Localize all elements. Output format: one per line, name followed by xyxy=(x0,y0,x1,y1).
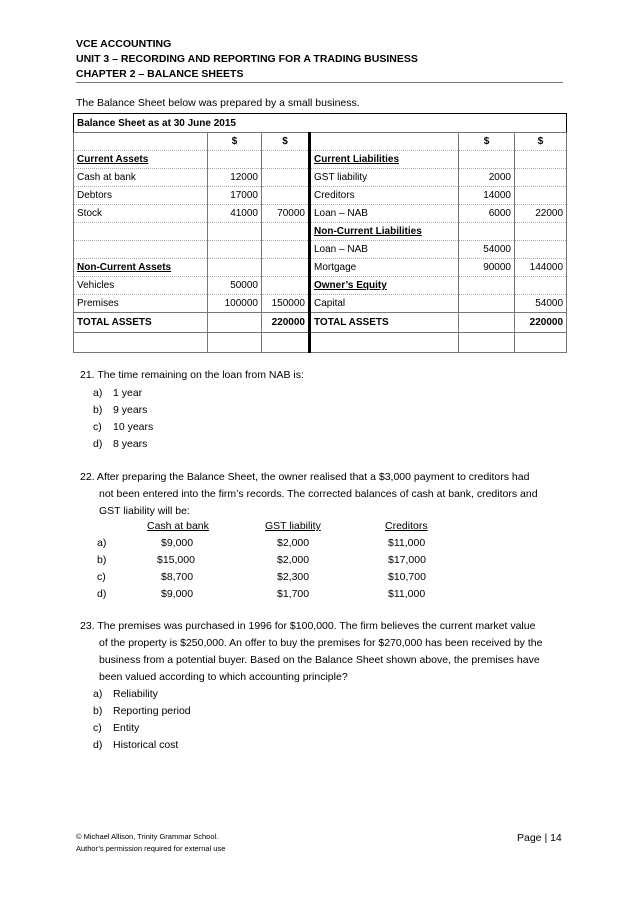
cash-value: $8,700 xyxy=(161,571,194,583)
amount-cell: 14000 xyxy=(459,187,515,205)
table-row xyxy=(74,151,567,169)
answer-grid-row xyxy=(93,537,493,554)
item-label: Premises xyxy=(74,295,208,313)
option xyxy=(93,703,191,720)
option xyxy=(93,402,147,419)
subtotal-cell xyxy=(515,241,567,259)
option xyxy=(93,436,147,453)
table-row xyxy=(74,295,567,313)
amount-cell: 54000 xyxy=(459,241,515,259)
option-letter: b) xyxy=(93,404,103,416)
amount-cell: 41000 xyxy=(208,205,262,223)
option xyxy=(93,385,142,402)
option-text: 9 years xyxy=(113,404,148,416)
amount-cell xyxy=(208,223,262,241)
table-row xyxy=(74,205,567,223)
gst-value: $2,000 xyxy=(277,554,310,566)
table-row xyxy=(74,223,567,241)
option-text: 1 year xyxy=(113,387,143,399)
amount-cell: 12000 xyxy=(208,169,262,187)
option-letter: b) xyxy=(97,554,107,566)
header-rule xyxy=(76,82,563,83)
question-21: 21. The time remaining on the loan from NAB is: xyxy=(80,369,304,381)
total-value: 220000 xyxy=(262,313,310,333)
cash-value: $15,000 xyxy=(157,554,195,566)
total-label: TOTAL ASSETS xyxy=(74,313,208,333)
cash-value: $9,000 xyxy=(161,537,194,549)
option-letter: a) xyxy=(93,688,103,700)
subtotal-cell xyxy=(262,223,310,241)
table-row xyxy=(74,241,567,259)
option-letter: b) xyxy=(93,705,103,717)
subtotal-cell: 144000 xyxy=(515,259,567,277)
col-creditors: Creditors xyxy=(385,520,428,532)
answer-grid-header xyxy=(93,520,493,537)
dollar-header: $ xyxy=(459,133,515,151)
subtotal-cell: 22000 xyxy=(515,205,567,223)
option-letter: a) xyxy=(97,537,107,549)
gst-value: $1,700 xyxy=(277,588,310,600)
item-label: Cash at bank xyxy=(74,169,208,187)
amount-cell xyxy=(208,259,262,277)
question-23-line-4: been valued according to which accounting principle? xyxy=(99,671,348,683)
amount-cell xyxy=(459,223,515,241)
subtotal-cell xyxy=(515,169,567,187)
blank-row xyxy=(74,333,567,353)
item-label: Loan – NAB xyxy=(310,205,459,223)
answer-grid-row xyxy=(93,554,493,571)
question-22-line-1: 22. After preparing the Balance Sheet, the owner realised that a $3,000 payment to creditors had xyxy=(80,471,530,483)
table-row xyxy=(74,277,567,295)
question-22-line-2: not been entered into the firm’s records. The corrected balances of cash at bank, creditors and xyxy=(99,488,538,500)
gst-value: $2,300 xyxy=(277,571,310,583)
subtotal-cell: 150000 xyxy=(262,295,310,313)
option-text: 8 years xyxy=(113,438,148,450)
item-label xyxy=(74,241,208,259)
option xyxy=(93,419,153,436)
amount-cell xyxy=(208,151,262,169)
subtotal-cell xyxy=(262,187,310,205)
option-letter: a) xyxy=(93,387,103,399)
subtotal-cell xyxy=(262,151,310,169)
subtotal-cell xyxy=(262,277,310,295)
amount-cell xyxy=(459,151,515,169)
section-heading: Current Liabilities xyxy=(310,151,459,169)
section-heading: Owner’s Equity xyxy=(310,277,459,295)
option-text: Historical cost xyxy=(113,739,179,751)
subtotal-cell: 70000 xyxy=(262,205,310,223)
answer-grid-row xyxy=(93,571,493,588)
section-heading: Current Assets xyxy=(74,151,208,169)
total-value: 220000 xyxy=(515,313,567,333)
amount-cell: 6000 xyxy=(459,205,515,223)
option-letter: d) xyxy=(93,438,103,450)
item-label: Debtors xyxy=(74,187,208,205)
option-letter: d) xyxy=(93,739,103,751)
subtotal-cell xyxy=(515,223,567,241)
document-header xyxy=(76,37,418,82)
amount-cell: 90000 xyxy=(459,259,515,277)
question-22-line-3: GST liability will be: xyxy=(99,505,190,517)
creditors-value: $17,000 xyxy=(388,554,426,566)
page-number: Page | 14 xyxy=(517,832,562,844)
amount-cell: 50000 xyxy=(208,277,262,295)
total-label: TOTAL ASSETS xyxy=(310,313,459,333)
amount-cell xyxy=(208,241,262,259)
option-text: Reporting period xyxy=(113,705,191,717)
header-line-2: UNIT 3 – RECORDING AND REPORTING FOR A TRADING BUSINESS xyxy=(76,53,418,65)
header-line-1: VCE ACCOUNTING xyxy=(76,38,172,50)
subtotal-cell xyxy=(262,259,310,277)
dollar-header: $ xyxy=(515,133,567,151)
amount-cell: 2000 xyxy=(459,169,515,187)
subtotal-cell xyxy=(515,277,567,295)
answer-grid-row xyxy=(93,588,493,605)
option-letter: d) xyxy=(97,588,107,600)
item-label: Vehicles xyxy=(74,277,208,295)
item-label: Capital xyxy=(310,295,459,313)
currency-header-row xyxy=(74,133,567,151)
creditors-value: $11,000 xyxy=(388,537,426,549)
amount-cell: 100000 xyxy=(208,295,262,313)
option xyxy=(93,686,158,703)
item-label: Mortgage xyxy=(310,259,459,277)
header-line-3: CHAPTER 2 – BALANCE SHEETS xyxy=(76,68,244,80)
item-label: GST liability xyxy=(310,169,459,187)
footer-copyright xyxy=(76,831,225,855)
section-heading: Non-Current Liabilities xyxy=(310,223,459,241)
item-label xyxy=(74,223,208,241)
option-text: Entity xyxy=(113,722,140,734)
question-23-line-1: 23. The premises was purchased in 1996 for $100,000. The firm believes the current market value xyxy=(80,620,536,632)
dollar-header: $ xyxy=(262,133,310,151)
option-letter: c) xyxy=(97,571,106,583)
copyright-text: © Michael Allison, Trinity Grammar School. xyxy=(76,832,219,841)
cash-value: $9,000 xyxy=(161,588,194,600)
permission-text: Author’s permission required for external use xyxy=(76,844,226,853)
balance-sheet-table xyxy=(73,113,567,353)
subtotal-cell xyxy=(262,241,310,259)
option xyxy=(93,720,139,737)
option-text: 10 years xyxy=(113,421,154,433)
amount-cell xyxy=(459,295,515,313)
question-23-line-3: business from a potential buyer. Based on the Balance Sheet shown above, the premises have xyxy=(99,654,540,666)
col-cash-at-bank: Cash at bank xyxy=(147,520,209,532)
table-row xyxy=(74,259,567,277)
table-row xyxy=(74,169,567,187)
option xyxy=(93,737,178,754)
creditors-value: $10,700 xyxy=(388,571,426,583)
intro-text: The Balance Sheet below was prepared by a small business. xyxy=(76,97,360,109)
total-row xyxy=(74,313,567,333)
gst-value: $2,000 xyxy=(277,537,310,549)
balance-sheet-title: Balance Sheet as at 30 June 2015 xyxy=(74,114,567,133)
option-text: Reliability xyxy=(113,688,158,700)
amount-cell xyxy=(459,277,515,295)
amount-cell: 17000 xyxy=(208,187,262,205)
dollar-header: $ xyxy=(208,133,262,151)
amount-cell xyxy=(459,313,515,333)
subtotal-cell xyxy=(515,151,567,169)
creditors-value: $11,000 xyxy=(388,588,426,600)
table-row xyxy=(74,187,567,205)
col-gst-liability: GST liability xyxy=(265,520,321,532)
item-label: Stock xyxy=(74,205,208,223)
option-letter: c) xyxy=(93,421,102,433)
question-23-line-2: of the property is $250,000. An offer to buy the premises for $270,000 has been received by the xyxy=(99,637,543,649)
option-letter: c) xyxy=(93,722,102,734)
subtotal-cell xyxy=(515,187,567,205)
item-label: Creditors xyxy=(310,187,459,205)
section-heading: Non-Current Assets xyxy=(74,259,208,277)
subtotal-cell xyxy=(262,169,310,187)
subtotal-cell: 54000 xyxy=(515,295,567,313)
balance-sheet-title-row xyxy=(74,114,567,133)
amount-cell xyxy=(208,313,262,333)
item-label: Loan – NAB xyxy=(310,241,459,259)
